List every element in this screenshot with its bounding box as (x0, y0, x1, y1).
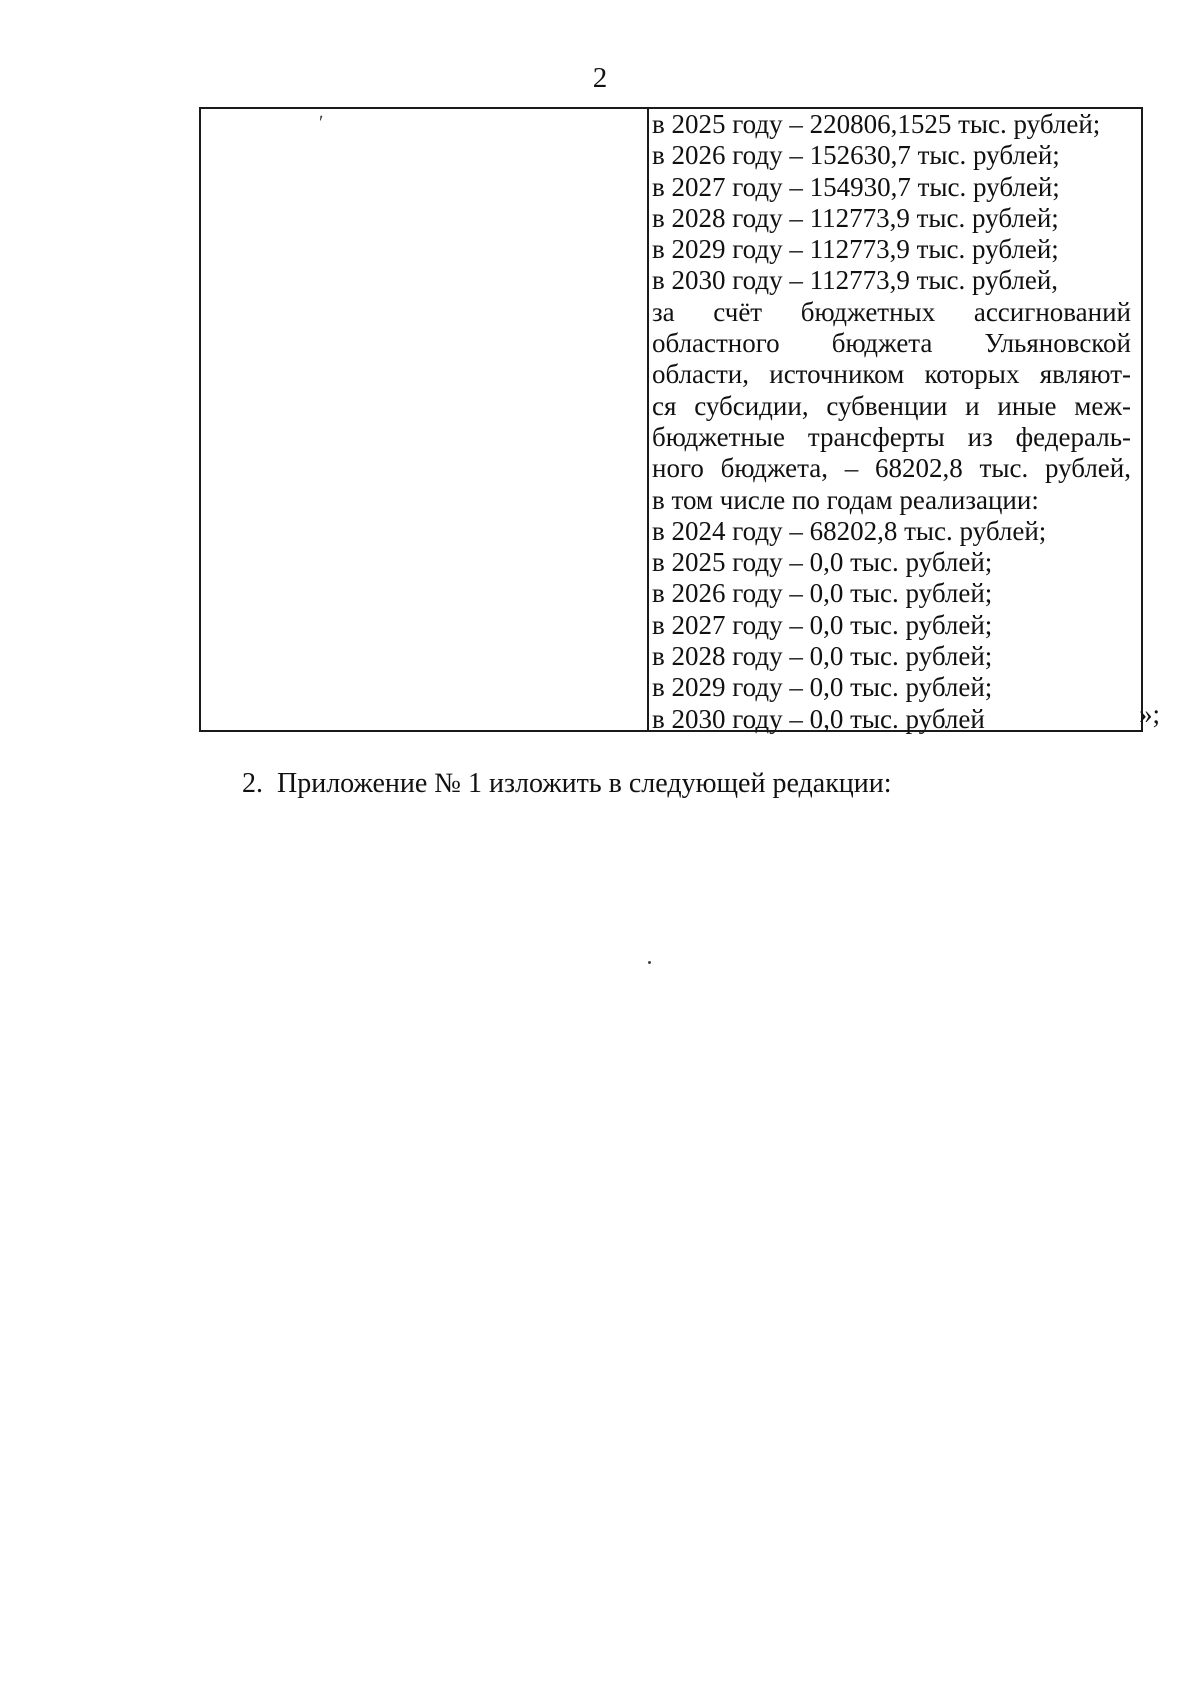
funding-line: в 2026 году – 0,0 тыс. рублей; (652, 578, 993, 609)
funding-text-line: области, источником которых являют- (652, 359, 1131, 390)
table-right-cell (652, 109, 1131, 735)
funding-line: в 2029 году – 112773,9 тыс. рублей; (652, 234, 1059, 265)
funding-line: в 2025 году – 220806,1525 тыс. рублей; (652, 109, 1101, 139)
funding-text-line: ся субсидии, субвенции и иные меж- (652, 390, 1131, 421)
budget-table (199, 107, 1143, 732)
funding-line: в 2028 году – 112773,9 тыс. рублей; (652, 202, 1059, 233)
scan-speck (648, 961, 651, 964)
funding-text-line: за счёт бюджетных ассигнований (652, 296, 1131, 327)
closing-quote: »; (1139, 699, 1161, 729)
paragraph-item-2 (242, 766, 892, 802)
funding-line: в 2027 году – 154930,7 тыс. рублей; (652, 171, 1060, 202)
funding-line: в 2030 году – 0,0 тыс. рублей (652, 703, 985, 734)
funding-line: в 2026 году – 152630,7 тыс. рублей; (652, 140, 1060, 171)
table-column-divider (647, 109, 649, 730)
funding-line: в 2029 году – 0,0 тыс. рублей; (652, 672, 993, 703)
funding-text-line: бюджетные трансферты из федераль- (652, 421, 1131, 452)
paragraph-number: 2. (242, 768, 263, 799)
funding-text-line: областного бюджета Ульяновской (652, 328, 1131, 359)
funding-line: в 2024 году – 68202,8 тыс. рублей; (652, 515, 1047, 546)
table-left-cell (201, 109, 647, 730)
funding-text-line: в том числе по годам реализации: (652, 484, 1039, 515)
funding-line: в 2028 году – 0,0 тыс. рублей; (652, 641, 993, 672)
paragraph-text: Приложение № 1 изложить в следующей редакции: (277, 768, 892, 799)
funding-line: в 2030 году – 112773,9 тыс. рублей, (652, 265, 1059, 296)
stray-mark: ʹ (319, 112, 324, 134)
funding-line: в 2027 году – 0,0 тыс. рублей; (652, 609, 993, 640)
funding-line: в 2025 году – 0,0 тыс. рублей; (652, 547, 993, 578)
page-number: 2 (592, 62, 608, 94)
funding-text-line: ного бюджета, – 68202,8 тыс. рублей, (652, 453, 1131, 484)
